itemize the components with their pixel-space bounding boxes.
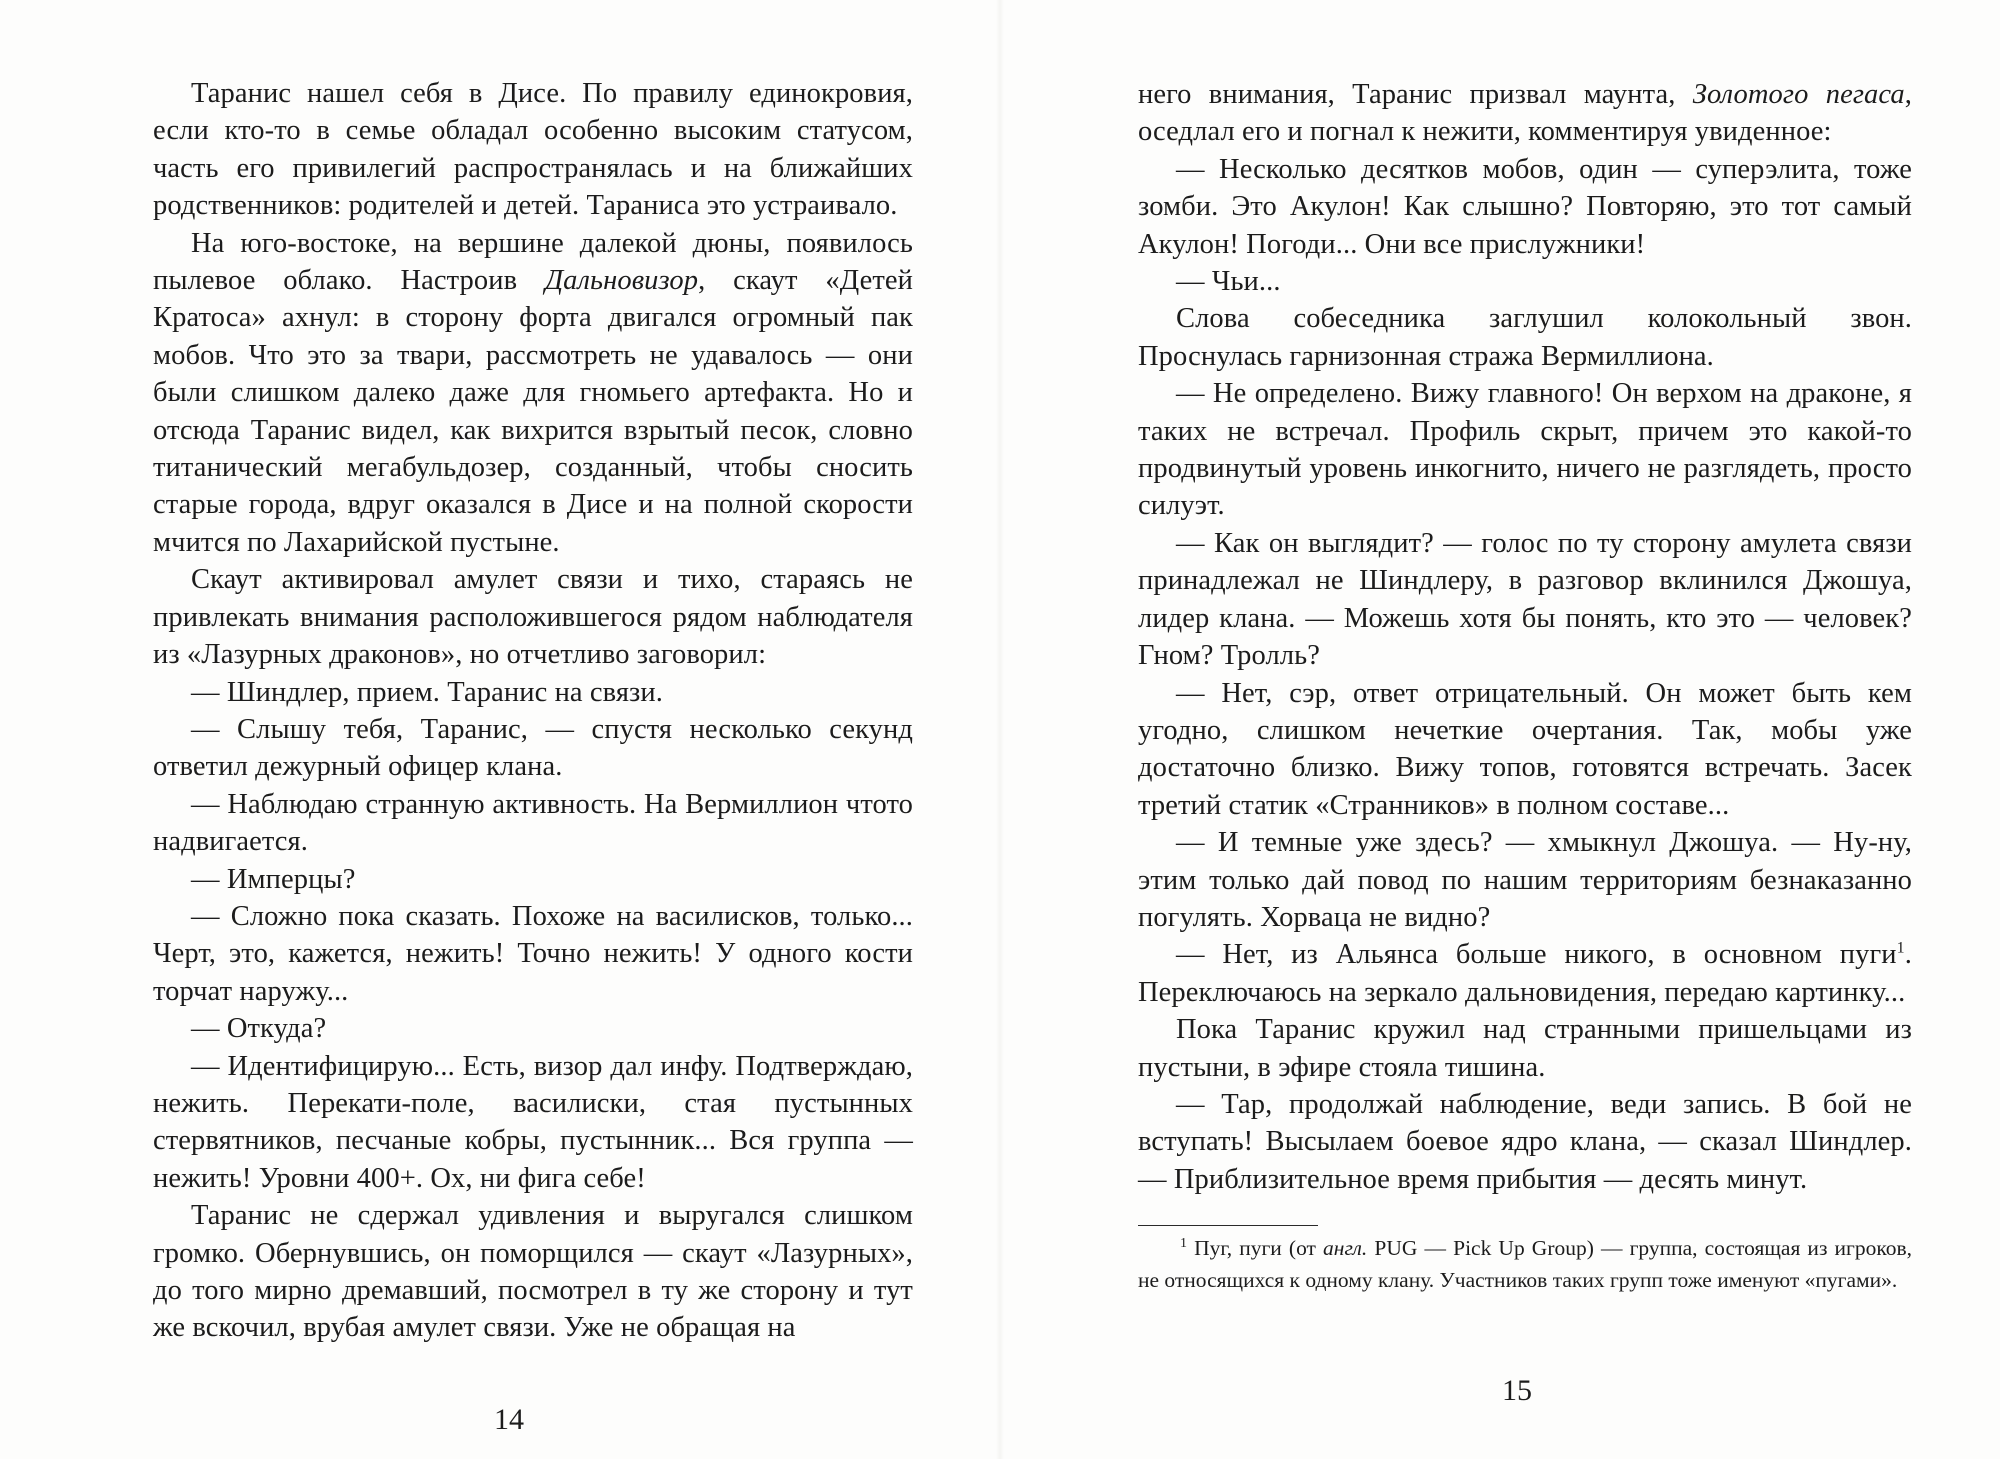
dialogue-line: — Несколько десятков мобов, один — суперэлита, тоже зомби. Это Акулон! Как слышно? Повторяю, это тот самый Акулон! Погоди... Они все прислужники!	[1138, 153, 1912, 260]
dialogue-line: — Откуда?	[191, 1013, 327, 1045]
page-number: 15	[1502, 1374, 1532, 1407]
page-number: 14	[494, 1403, 524, 1436]
dialogue-line: — Слышу тебя, Таранис, — спустя несколько секунд ответил дежурный офицер клана.	[153, 713, 913, 783]
italic-term: Дальновизор	[544, 265, 699, 297]
right-page	[1000, 0, 2000, 1459]
footnote-reference[interactable]: 1	[1896, 939, 1905, 957]
footnote-marker: 1	[1180, 1235, 1187, 1251]
paragraph: Таранис нашел себя в Дисе. По правилу единокровия, если кто-то в семье обладал особенно высоким статусом, часть его привилегий распространялась и на ближайших родственников: родителей и детей. Тараниса это устраивало.	[153, 78, 913, 222]
footnote	[1138, 1233, 1912, 1296]
paragraph: На юго-востоке, на вершине далекой дюны, появилось пылевое облако. Настроив Дальновизор, скаут «Детей Кратоса» ахнул: в сторону форта двигался огромный пак мобов. Что это за твари, рассмотреть не удавалось — они были слишком далеко даже для гномьего артефакта. Но и отсюда Таранис видел, как вихрится взрытый песок, словно титанический мегабульдозер, созданный, чтобы сносить старые города, вдруг оказался в Дисе и на полной скорости мчится по Лахарийской пустыне.	[153, 227, 913, 558]
dialogue-line: — Чьи...	[1176, 266, 1281, 298]
footnote-divider	[1138, 1225, 1318, 1226]
left-page-text	[153, 75, 913, 1347]
dialogue-line: — Сложно пока сказать. Похоже на василисков, только... Черт, это, кажется, нежить! Точно нежить! У одного кости торчат наружу...	[153, 900, 913, 1007]
dialogue-line: — Нет, из Альянса больше никого, в основном пуги$^1$. Переключаюсь на зеркало дальновидения, передаю картинку...	[1138, 939, 1912, 1008]
dialogue-line: — Как он выглядит? — голос по ту сторону амулета связи принадлежал не Шиндлеру, в разговор вклинился Джошуа, лидер клана. — Можешь хотя бы понять, кто это — человек? Гном? Тролль?	[1138, 527, 1912, 672]
dialogue-line: — Наблюдаю странную активность. На Вермиллион чтото надвигается.	[153, 788, 913, 858]
dialogue-line: — И темные уже здесь? — хмыкнул Джошуа. — Ну-ну, этим только дай повод по нашим территориям безнаказанно погулять. Хорваца не видно?	[1138, 827, 1912, 933]
dialogue-line: — Нет, сэр, ответ отрицательный. Он может быть кем угодно, слишком нечеткие очертания. Так, мобы уже достаточно близко. Вижу топов, готовятся встречать. Засек третий статик «Странников» в полном составе...	[1138, 677, 1912, 821]
dialogue-line: — Имперцы?	[191, 863, 356, 895]
paragraph: Слова собеседника заглушил колокольный звон. Проснулась гарнизонная стража Вермиллиона.	[1138, 303, 1912, 372]
dialogue-line: — Не определено. Вижу главного! Он верхом на драконе, я таких не встречал. Профиль скрыт, причем это какой-то продвинутый уровень инкогнито, ничего не разглядеть, просто силуэт.	[1138, 378, 1912, 522]
paragraph-continuation: него внимания, Таранис призвал маунта, Золотого пегаса, оседлал его и погнал к нежити, комментируя увиденное:	[1138, 79, 1912, 148]
right-page-text	[1138, 76, 1912, 1198]
italic-term: Золотого пегаса	[1692, 79, 1905, 110]
italic-term: англ.	[1323, 1236, 1368, 1260]
paragraph: Таранис не сдержал удивления и выругался слишком громко. Обернувшись, он поморщился — скаут «Лазурных», до того мирно дремавший, посмотрел в ту же сторону и тут же вскочил, врубая амулет связи. Уже не обращая на	[153, 1200, 913, 1344]
footnote-text: $^1$ Пуг, пуги (от англ. PUG — Pick Up Group) — группа, состоящая из игроков, не относящихся к одному клану. Участников таких групп тоже именуют «пугами».	[1138, 1235, 1912, 1292]
paragraph: Пока Таранис кружил над странными пришельцами из пустыни, в эфире стояла тишина.	[1138, 1014, 1912, 1083]
paragraph: Скаут активировал амулет связи и тихо, стараясь не привлекать внимания расположившегося рядом наблюдателя из «Лазурных драконов», но отчетливо заговорил:	[153, 564, 913, 671]
dialogue-line: — Идентифицирую... Есть, визор дал инфу. Подтверждаю, нежить. Перекати-поле, василиски, стая пустынных стервятников, песчаные кобры, пустынник... Вся группа — нежить! Уровни 400+. Ох, ни фига себе!	[153, 1050, 913, 1194]
dialogue-line: — Тар, продолжай наблюдение, веди запись. В бой не вступать! Высылаем боевое ядро клана, — сказал Шиндлер. — Приблизительное время прибытия — десять минут.	[1138, 1088, 1912, 1195]
dialogue-line: — Шиндлер, прием. Таранис на связи.	[191, 676, 663, 708]
